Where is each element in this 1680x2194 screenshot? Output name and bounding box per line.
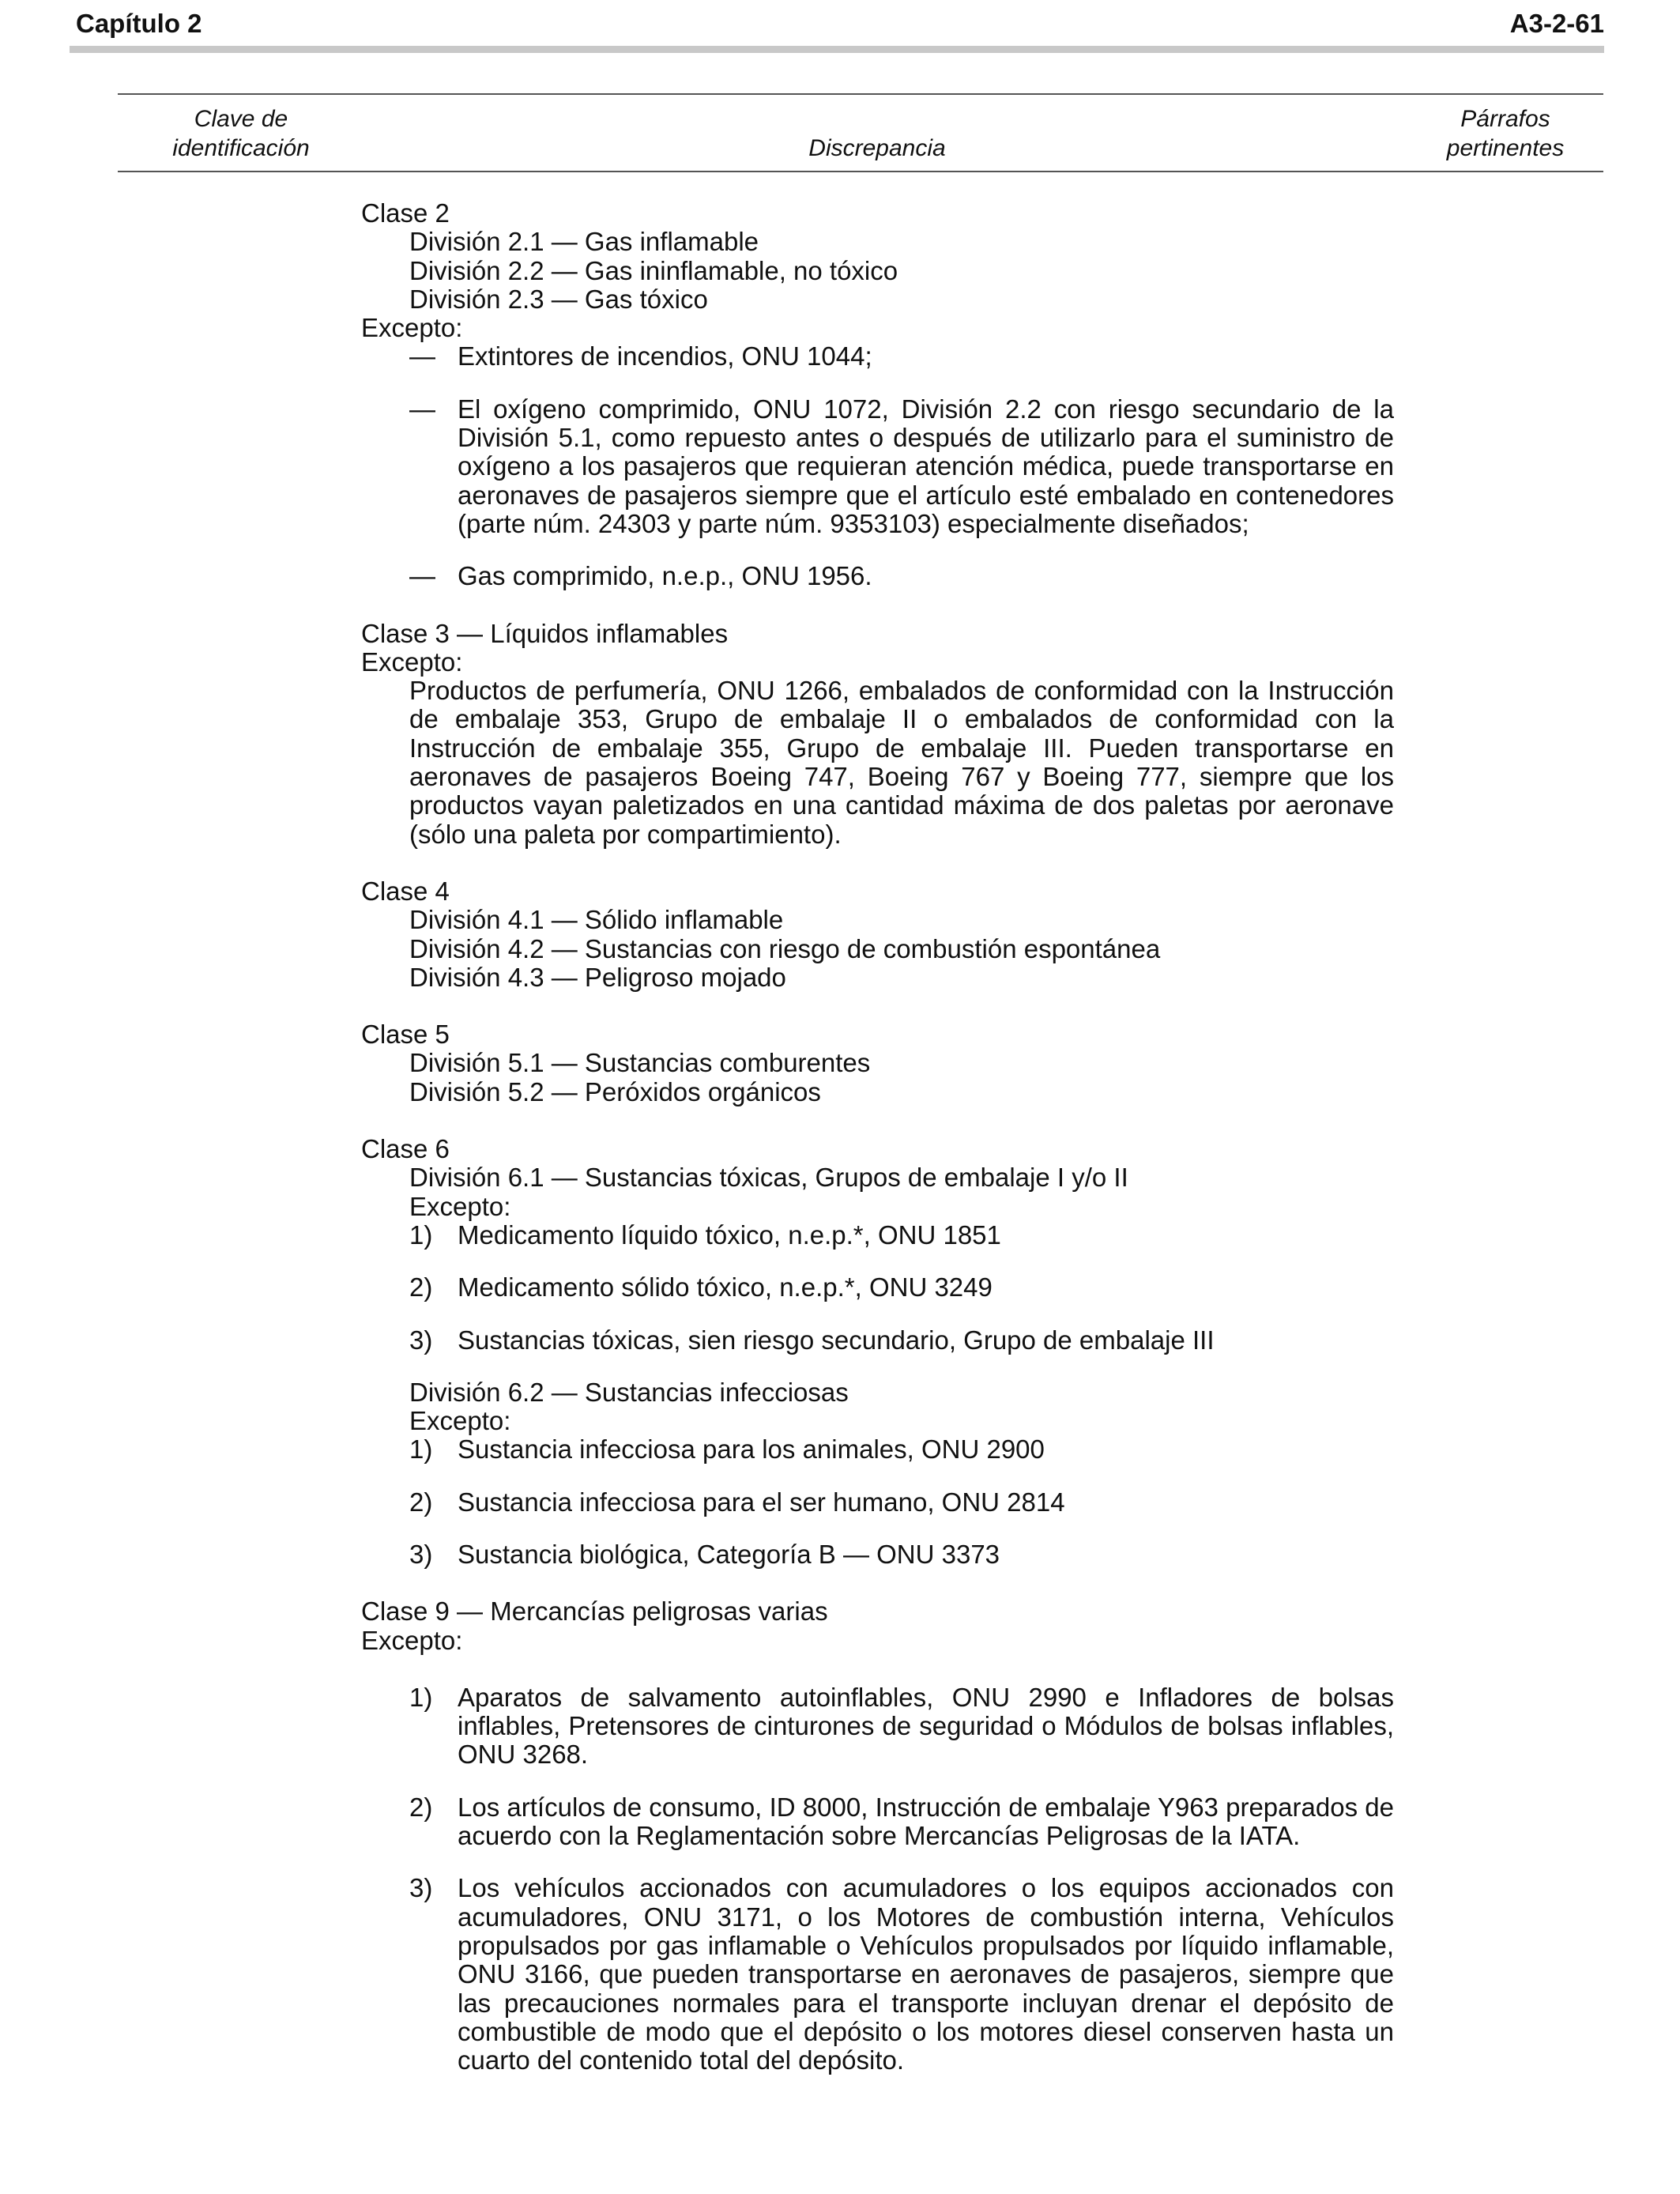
division-6-1-item-3 [361,1326,1394,1355]
class-9-item-2 [361,1793,1394,1851]
table-top-rule [118,93,1603,95]
page-number: A3-2-61 [1509,9,1604,38]
column-header-id-key [150,104,332,163]
item-number: 2) [409,1487,433,1517]
header-rule [70,46,1604,53]
class-2-exception-3 [361,562,1394,590]
dash-marker: — [409,561,435,591]
class-3-exception-text: Productos de perfumería, ONU 1266, embalados de conformidad con la Instrucción de embalaje 353, Grupo de embalaje II o embalados de conformidad con la Instrucción de embalaje 355, Grupo de embalaje III. Pueden transportarse en aeronaves de pasajeros Boeing 747, Boeing 767 y Boeing 777, siempre que los productos vayan paletizados en una cantidad máxima de dos paletas por aeronave (sólo una paleta por compartimiento). [409,676,1394,849]
item-number: 2) [409,1272,433,1302]
division-4-3: División 4.3 — Peligroso mojado [409,962,786,992]
item-text: Sustancia biológica, Categoría B — ONU 3373 [458,1539,1000,1569]
division-2-3: División 2.3 — Gas tóxico [409,284,708,314]
chapter-label: Capítulo 2 [76,9,202,38]
division-6-2-item-3 [361,1540,1394,1569]
item-text: Sustancia infecciosa para los animales, ONU 2900 [458,1434,1045,1465]
class-3-except: Excepto: [361,647,463,677]
class-9-except: Excepto: [361,1625,463,1655]
division-6-1: División 6.1 — Sustancias tóxicas, Grupos de embalaje I y/o II [409,1163,1128,1193]
exception-text: Gas comprimido, n.e.p., ONU 1956. [458,561,872,591]
class-9-item-3 [361,1874,1394,2075]
division-6-2-except: Excepto: [409,1406,511,1436]
division-2-1: División 2.1 — Gas inflamable [409,227,759,257]
class-9-title: Clase 9 — Mercancías peligrosas varias [361,1596,828,1627]
class-2-exception-1 [361,342,1394,371]
item-text: Los artículos de consumo, ID 8000, Instrucción de embalaje Y963 preparados de acuerdo con la Reglamentación sobre Mercancías Peligrosas de la IATA. [458,1792,1394,1851]
column-header-id-key-line2: identificación [172,135,310,161]
division-6-2: División 6.2 — Sustancias infecciosas [409,1377,849,1407]
class-6-title: Clase 6 [361,1134,450,1164]
class-4-title: Clase 4 [361,876,450,906]
class-9-item-1 [361,1683,1394,1770]
item-number: 3) [409,1873,433,1903]
discrepancy-content [361,199,1394,2075]
division-6-2-item-2 [361,1488,1394,1517]
item-number: 2) [409,1792,433,1822]
running-header [76,6,1604,41]
item-number: 1) [409,1220,433,1250]
division-4-2: División 4.2 — Sustancias con riesgo de combustión espontánea [409,933,1161,963]
item-text: Medicamento líquido tóxico, n.e.p.*, ONU 1851 [458,1220,1001,1250]
class-5-title: Clase 5 [361,1020,450,1050]
division-6-1-except: Excepto: [409,1191,511,1221]
column-header-paragraphs-line2: pertinentes [1446,135,1565,161]
exception-text: El oxígeno comprimido, ONU 1072, División 2.2 con riesgo secundario de la División 5.1, como repuesto antes o después de utilizarlo para el suministro de oxígeno a los pasajeros que requieran atención médica, puede transportarse en aeronaves de pasajeros siempre que el artículo esté embalado en contenedores (parte núm. 24303 y parte núm. 9353103) especialmente diseñados; [458,394,1394,538]
class-2-exception-2 [361,395,1394,538]
item-text: Sustancia infecciosa para el ser humano, ONU 2814 [458,1487,1065,1517]
column-header-paragraphs [1434,104,1576,163]
division-6-1-item-1 [361,1221,1394,1250]
item-text: Aparatos de salvamento autoinflables, ONU 2990 e Infladores de bolsas inflables, Pretensores de cinturones de seguridad o Módulos de bolsas inflables, ONU 3268. [458,1682,1394,1770]
column-header-discrepancy: Discrepancia [808,135,946,161]
class-2-title: Clase 2 [361,198,450,228]
dash-marker: — [409,394,435,424]
dash-marker: — [409,341,435,371]
item-number: 3) [409,1325,433,1355]
division-4-1: División 4.1 — Sólido inflamable [409,905,784,935]
item-number: 1) [409,1434,433,1465]
division-2-2: División 2.2 — Gas ininflamable, no tóxico [409,255,898,285]
item-number: 3) [409,1539,433,1569]
item-text: Sustancias tóxicas, sien riesgo secundario, Grupo de embalaje III [458,1325,1215,1355]
column-header-paragraphs-line1: Párrafos [1460,106,1550,132]
item-number: 1) [409,1682,433,1712]
item-text: Los vehículos accionados con acumuladores o los equipos accionados con acumuladores, ONU 3171, o los Motores de combustión interna, Vehículos propulsados por gas inflamable o Vehículos propulsados por líquido inflamable, ONU 3166, que pueden transportarse en aeronaves de pasajeros, siempre que las precauciones normales para el transporte incluyan drenar el depósito de combustible de modo que el depósito o los motores diesel conserven hasta un cuarto del contenido total del depósito. [458,1873,1394,2075]
division-5-2: División 5.2 — Peróxidos orgánicos [409,1076,821,1106]
division-5-1: División 5.1 — Sustancias comburentes [409,1048,871,1078]
item-text: Medicamento sólido tóxico, n.e.p.*, ONU 3249 [458,1272,993,1302]
class-2-except: Excepto: [361,313,463,343]
exception-text: Extintores de incendios, ONU 1044; [458,341,872,371]
division-6-1-item-2 [361,1273,1394,1302]
column-header-id-key-line1: Clave de [194,106,288,132]
division-6-2-item-1 [361,1435,1394,1464]
class-3-title: Clase 3 — Líquidos inflamables [361,618,729,648]
table-header-rule [118,171,1603,172]
